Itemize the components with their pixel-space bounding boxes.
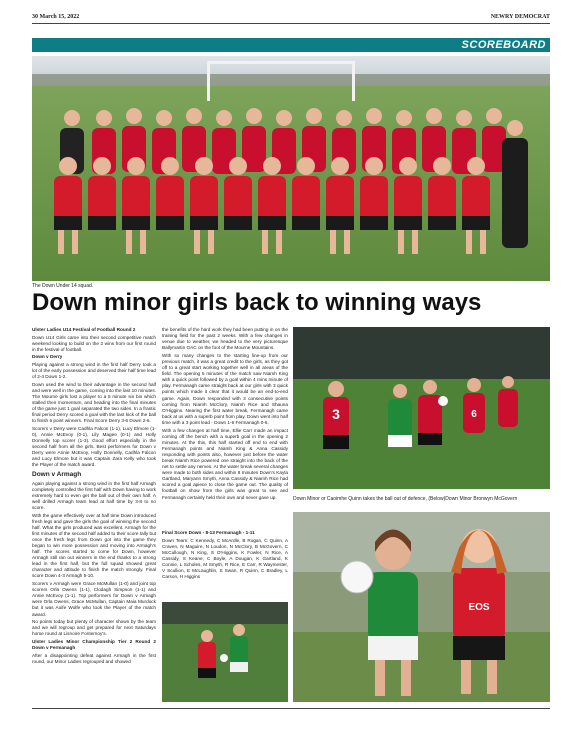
paragraph: After a disappointing defeat against Armagh in the first round, our Minor Ladies regrouped and showed [32,652,156,664]
action-photo-caption: Down Minor or Caoimhe Quinn takes the ball out of defence, (Below)Down Minor Bronwyn McGovern [293,496,518,502]
section-title: SCOREBOARD [461,39,546,51]
paragraph: the benefits of the hard work they had been putting in on the training field for the past 2 weeks. With a few changes in venue due to weather, we headed to the very picturesque Ballymartin GAC on the foot of the Mourne Mountains. [162,327,288,351]
team-photo [32,56,550,281]
article-column-1 [32,327,156,714]
team-photo-caption: The Down Under 14 squad. [32,283,94,289]
paragraph: Again playing against a strong wind in the first half Armagh completely controlled the first half with Down having to work extremely hard to even get the ball out of their own half. A well drilled Armagh team lead at half time by 3-8 to no score. [32,480,156,510]
paragraph: With a few changes at half time, Ellie Carr made an impact coming off the bench with a superb goal in the opening 2 minutes. At the this, this half started off end to end with Fermanagh points and Niamh King & Anna Cassidy responding with points also, however just before the water break Niamh Rice powered one straight into the back of the net to settle any nerves. At the water break several changes were made to both sides and within 8 minutes Down's Kayla Gartland, Maryann Smyth, Anna Cassidy & Niamh Rice had scored a goal apiece to close the game out. The quality of football on show from the girls was great to see and Fermanagh certainly held their own and never gave up. [162,427,288,500]
headline: Down minor girls back to winning ways [32,289,482,316]
team-list: Down Team: C Kennedy, C McArdle, B Rogan, C Quinn, A Craven, N Maguire, N Loudon, N McClory, B McGovern, C McCullough, N King, S O'Higgins, K Fowler, N Rice, A Cassidy, S Keane, C Boyle, A Dougan, K Gartland, K Connie, L Scholes, M Smyth, R Rice, E Carr, R Waymester, V Scullion, E McLaughlin, S Swan, R Quinn, C Bradley, L Carson, H Higgins [162,537,288,580]
paragraph: Scorers v Derry were Cadhla Falcon (1-1), Lucy Elmore (1-0), Annie McEvoy (0-1), Lily Magee (0-1) and Holly Donnelly top scorer (1-3). Good effort especially in the second half from all the girls. Best performers for Down v Derry were Annie McEvoy, Holly Donnelly, Cadhla Falcon and Lucy Elmore but it was Captain Zara Kelly who took the Player of the match award. [32,425,156,468]
action-photo-small [162,602,288,702]
paragraph: Down U14 Girls came into their second competitive match weekend looking to build on the 2 wins from our first round in the festival of football. [32,334,156,352]
footer-rule [32,708,550,709]
paragraph: With so many changes to the starting line-up from our previous match, it was a great credit to the girls, as they got off to a great start working together well in all areas of the field. The opening 5 minutes of the match saw Niamh King with a quick point followed by a goal within 4 mins minute of play. Fermanagh came straight back at our girls with 3 quick points which made it clear that it would be an end-to-end game. Again, Down responded with 3 consecutive points coming from Niamh McClory, Niamh Rice and Shauna O'Higgins. Nearing the first water break, Fermanagh came back at us with a superb point from play. Down went into half time with a 3 point lead - Down 1-6 Fermanagh 0-6. [162,352,288,425]
issue-date: 30 March 15, 2022 [32,14,80,20]
paragraph: No points today but plenty of character shown by the team and we will regroup and get prepared for next Saturdays home round at Lisnoire Fonternoy's. [32,619,156,637]
section-heading: Ulster Ladies U14 Festival of Football Round 2 [32,327,136,332]
action-photo-top [293,327,550,489]
paragraph: With the game effectively over at half time Down introduced fresh legs and gave the girls the goal of winning the second half. What the girls produced was excellent. Armagh for the first minutes of the second half added to their score tally but once the fresh legs from Down got into the game they began to win more possession and moving into Armagh's half. The scores started to come for Down, however Armagh still ran out winners in the end thanks to a strong lead in the first half, but the full squad showed great character and attitude to finish the match strongly. Final score Down 4-3 Armagh 5-10. [32,512,156,579]
subheading: Down v Armagh [32,471,82,479]
action-photo-bottom [293,512,550,702]
jersey-number: 6 [471,409,477,420]
paper-name: NEWRY DEMOCRAT [490,14,550,20]
paragraph: Down used the wind to their advantage in the second half and were well in the game, coming into the last 10 minutes. The Mourne girls lost a player to a 5 minute sin bin which stalled their momentum, and heading into the final minutes of the game just 1 goal separated the two sides. In a frantic final period Derry scored a goal with the last kick of the ball to finish 6 point winners. Final Score Derry 3-6 Down 2-6. [32,381,156,424]
article-column-3 [162,530,288,600]
subheading: Down v Derry [32,354,63,360]
section-banner [32,38,550,52]
final-score: Final Score Down - 8-13 Fermanagh - 1-11 [162,530,255,535]
paragraph: Playing against a strong wind in the first half Derry took a lot of the early possession and deserved their half time lead of 2-4 Down 1-2. [32,361,156,380]
paragraph: Scorers v Armagh were Grace McMullan (1-0) and joint top scorers Orla Owens (1-1), Clodagh Simpson (1-1) and Annie McEvoy (1-1). Top performers for Down v Armagh were Orla Owens, Grace McMullan, Captain Maia Murdock but it was Aoife Wolfe who took the Player of the match award. [32,581,156,617]
shirt-sponsor: EOS [468,602,490,613]
header-rule [32,23,550,24]
section-heading: Ulster Ladies Minor Championship Tier 2 Round 2 Down v Fermanagh [32,638,156,650]
jersey-number: 3 [332,406,340,422]
